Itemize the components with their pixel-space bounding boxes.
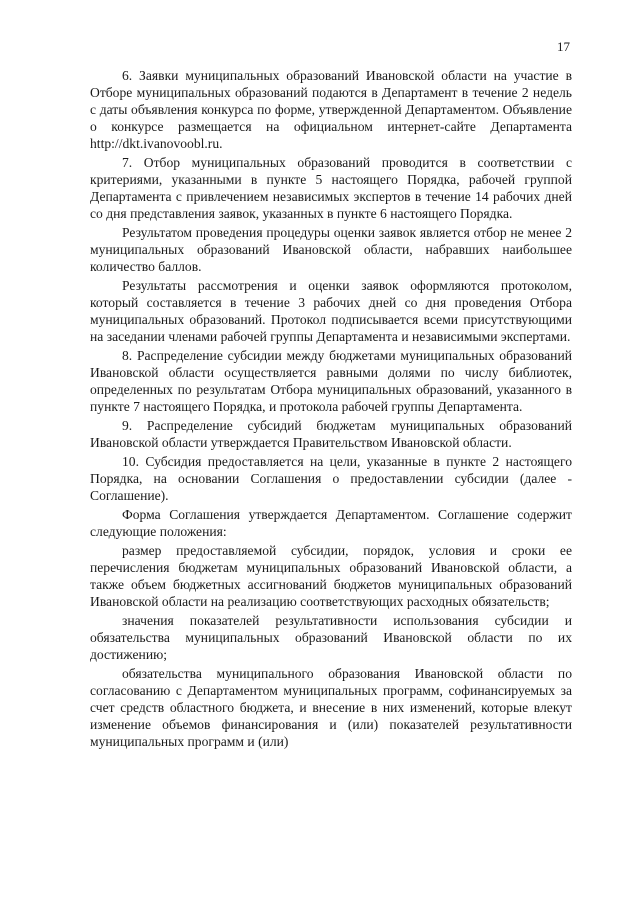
- paragraph-agreement-form: Форма Соглашения утверждается Департаментом. Соглашение содержит следующие положения:: [90, 507, 572, 539]
- paragraph-9-approval: 9. Распределение субсидий бюджетам муниципальных образований Ивановской области утверждается Правительством Ивановской области.: [90, 418, 572, 450]
- paragraph-subsidy-amount: размер предоставляемой субсидии, порядок, условия и сроки ее перечисления бюджетам муниципальных образований Ивановской области, а также объем бюджетных ассигнований бюджетов муниципальных образований Ивановской области на реализацию соответствующих расходных обязательств;: [90, 543, 572, 609]
- paragraph-10-subsidy: 10. Субсидия предоставляется на цели, указанные в пункте 2 настоящего Порядка, на основании Соглашения о предоставлении субсидии (далее - Соглашение).: [90, 454, 572, 503]
- paragraph-selection-result: Результатом проведения процедуры оценки заявок является отбор не менее 2 муниципальных образований Ивановской области, набравших наибольшее количество баллов.: [90, 225, 572, 274]
- paragraph-8-distribution: 8. Распределение субсидии между бюджетами муниципальных образований Ивановской области осуществляется равными долями по числу библиотек, определенных по результатам Отбора муниципальных образований, указанного в пункте 7 настоящего Порядка, и протокола рабочей группы Департамента.: [90, 348, 572, 414]
- paragraph-municipal-obligations: обязательства муниципального образования Ивановской области по согласованию с Департаментом муниципальных программ, софинансируемых за счет средств областного бюджета, и внесение в них изменений, которые влекут изменение объемов финансирования и (или) показателей результативности муниципальных программ и (или): [90, 666, 572, 749]
- paragraph-7-selection: 7. Отбор муниципальных образований проводится в соответствии с критериями, указанными в пункте 5 настоящего Порядка, рабочей группой Департамента с привлечением независимых экспертов в течение 14 рабочих дней со дня представления заявок, указанных в пункте 6 настоящего Порядка.: [90, 155, 572, 221]
- paragraph-6-applications: 6. Заявки муниципальных образований Ивановской области на участие в Отборе муниципальных образований подаются в Департамент в течение 2 недель с даты объявления конкурса по форме, утвержденной Департаментом. Объявление о конкурсе размещается на официальном интернет-сайте Департамента http://dkt.ivanovoobl.ru.: [90, 68, 572, 151]
- paragraph-protocol: Результаты рассмотрения и оценки заявок оформляются протоколом, который составляется в течение 3 рабочих дней со дня проведения Отбора муниципальных образований. Протокол подписывается всеми присутствующими на заседании членами рабочей группы Департамента и независимыми экспертами.: [90, 278, 572, 344]
- paragraph-performance-indicators: значения показателей результативности использования субсидии и обязательства муниципальных образований Ивановской области по их достижению;: [90, 613, 572, 662]
- document-body: [90, 67, 572, 750]
- page-number: 17: [557, 39, 570, 54]
